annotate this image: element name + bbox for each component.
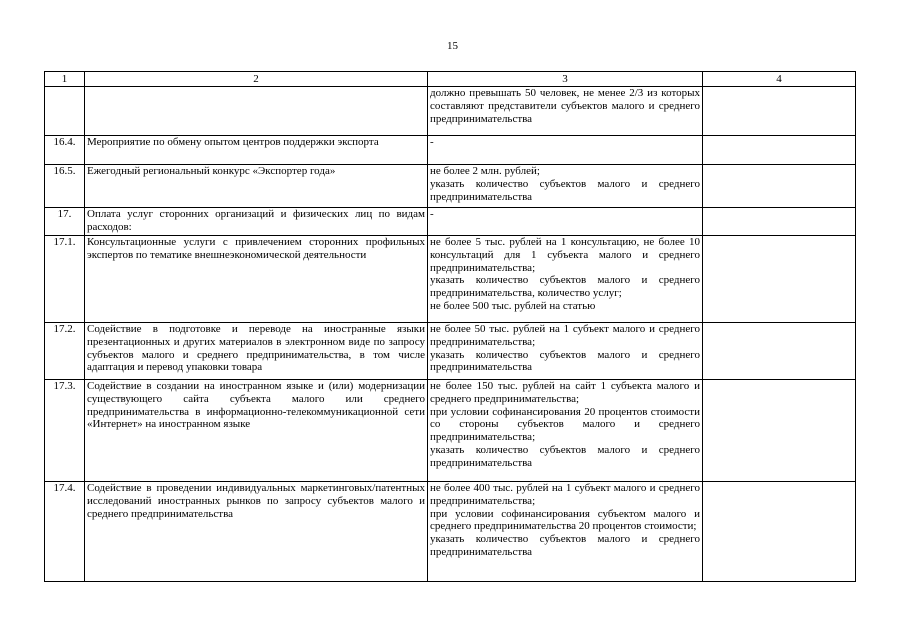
condition-line: не более 400 тыс. рублей на 1 субъект малого и среднего предпринимательства; [430,482,700,507]
table-header-row [45,72,856,87]
row-number: 16.5. [45,165,85,208]
column-header: 2 [85,72,428,87]
row-condition [428,482,703,582]
row-condition [428,380,703,482]
row-note [703,165,856,208]
row-condition: - [428,208,703,236]
row-description: Консультационные услуги с привлечением сторонних профильных экспертов по тематике внешнеэкономической деятельности [85,236,428,323]
column-header: 1 [45,72,85,87]
row-number: 17. [45,208,85,236]
condition-line: не более 150 тыс. рублей на сайт 1 субъекта малого и среднего предпринимательства; [430,380,700,405]
table-row [45,87,856,136]
row-note [703,323,856,380]
row-note [703,236,856,323]
row-note [703,482,856,582]
column-header: 4 [703,72,856,87]
row-condition: - [428,136,703,165]
condition-line: указать количество субъектов малого и среднего предпринимательства [430,177,700,203]
row-condition: должно превышать 50 человек, не менее 2/3 из которых составляют представители субъектов малого и среднего предпринимательства [428,87,703,136]
table-row [45,136,856,165]
condition-line: указать количество субъектов малого и среднего предпринимательства, количество услуг; [430,274,700,300]
condition-line: при условии софинансирования 20 процентов стоимости со стороны субъектов малого и среднего предпринимательства; [430,405,700,444]
table-row [45,323,856,380]
row-description: Ежегодный региональный конкурс «Экспортер года» [85,165,428,208]
row-number: 17.4. [45,482,85,582]
row-description: Содействие в проведении индивидуальных маркетинговых/патентных исследований иностранных рынков по запросу субъектов малого и среднего предпринимательства [85,482,428,582]
table-row [45,236,856,323]
row-note [703,87,856,136]
condition-line: не более 2 млн. рублей; [430,165,540,177]
condition-line: не более 50 тыс. рублей на 1 субъект малого и среднего предпринимательства; [430,323,700,348]
row-description [85,87,428,136]
row-condition [428,165,703,208]
row-number: 16.4. [45,136,85,165]
row-description: Оплата услуг сторонних организаций и физических лиц по видам расходов: [85,208,428,236]
table-row [45,380,856,482]
condition-line: не более 5 тыс. рублей на 1 консультацию, не более 10 консультаций для 1 субъекта малого и среднего предпринимательства; [430,236,700,274]
page-number: 15 [447,40,458,52]
table-row [45,165,856,208]
row-number: 17.1. [45,236,85,323]
row-number [45,87,85,136]
row-number: 17.2. [45,323,85,380]
row-description: Мероприятие по обмену опытом центров поддержки экспорта [85,136,428,165]
row-note [703,208,856,236]
condition-line: не более 500 тыс. рублей на статью [430,299,596,312]
row-condition [428,236,703,323]
row-description: Содействие в подготовке и переводе на иностранные языки презентационных и других материалов в электронном виде по запросу субъектов малого и среднего предпринимательства, в том числе адаптация и перевод упаковки товара [85,323,428,380]
row-note [703,136,856,165]
row-note [703,380,856,482]
column-header: 3 [428,72,703,87]
condition-line: указать количество субъектов малого и среднего предпринимательства [430,533,700,558]
row-number: 17.3. [45,380,85,482]
document-table [44,71,856,582]
row-condition [428,323,703,380]
table-row [45,482,856,582]
condition-line: при условии софинансирования субъектом малого и среднего предпринимательства 20 процентов стоимости; [430,507,700,533]
table-row [45,208,856,236]
row-description: Содействие в создании на иностранном языке и (или) модернизации существующего сайта субъекта малого или среднего предпринимательства в информационно-телекоммуникационной сети «Интернет» на иностранном языке [85,380,428,482]
condition-line: указать количество субъектов малого и среднего предпринимательства [430,348,700,374]
condition-line: указать количество субъектов малого и среднего предпринимательства [430,443,700,469]
